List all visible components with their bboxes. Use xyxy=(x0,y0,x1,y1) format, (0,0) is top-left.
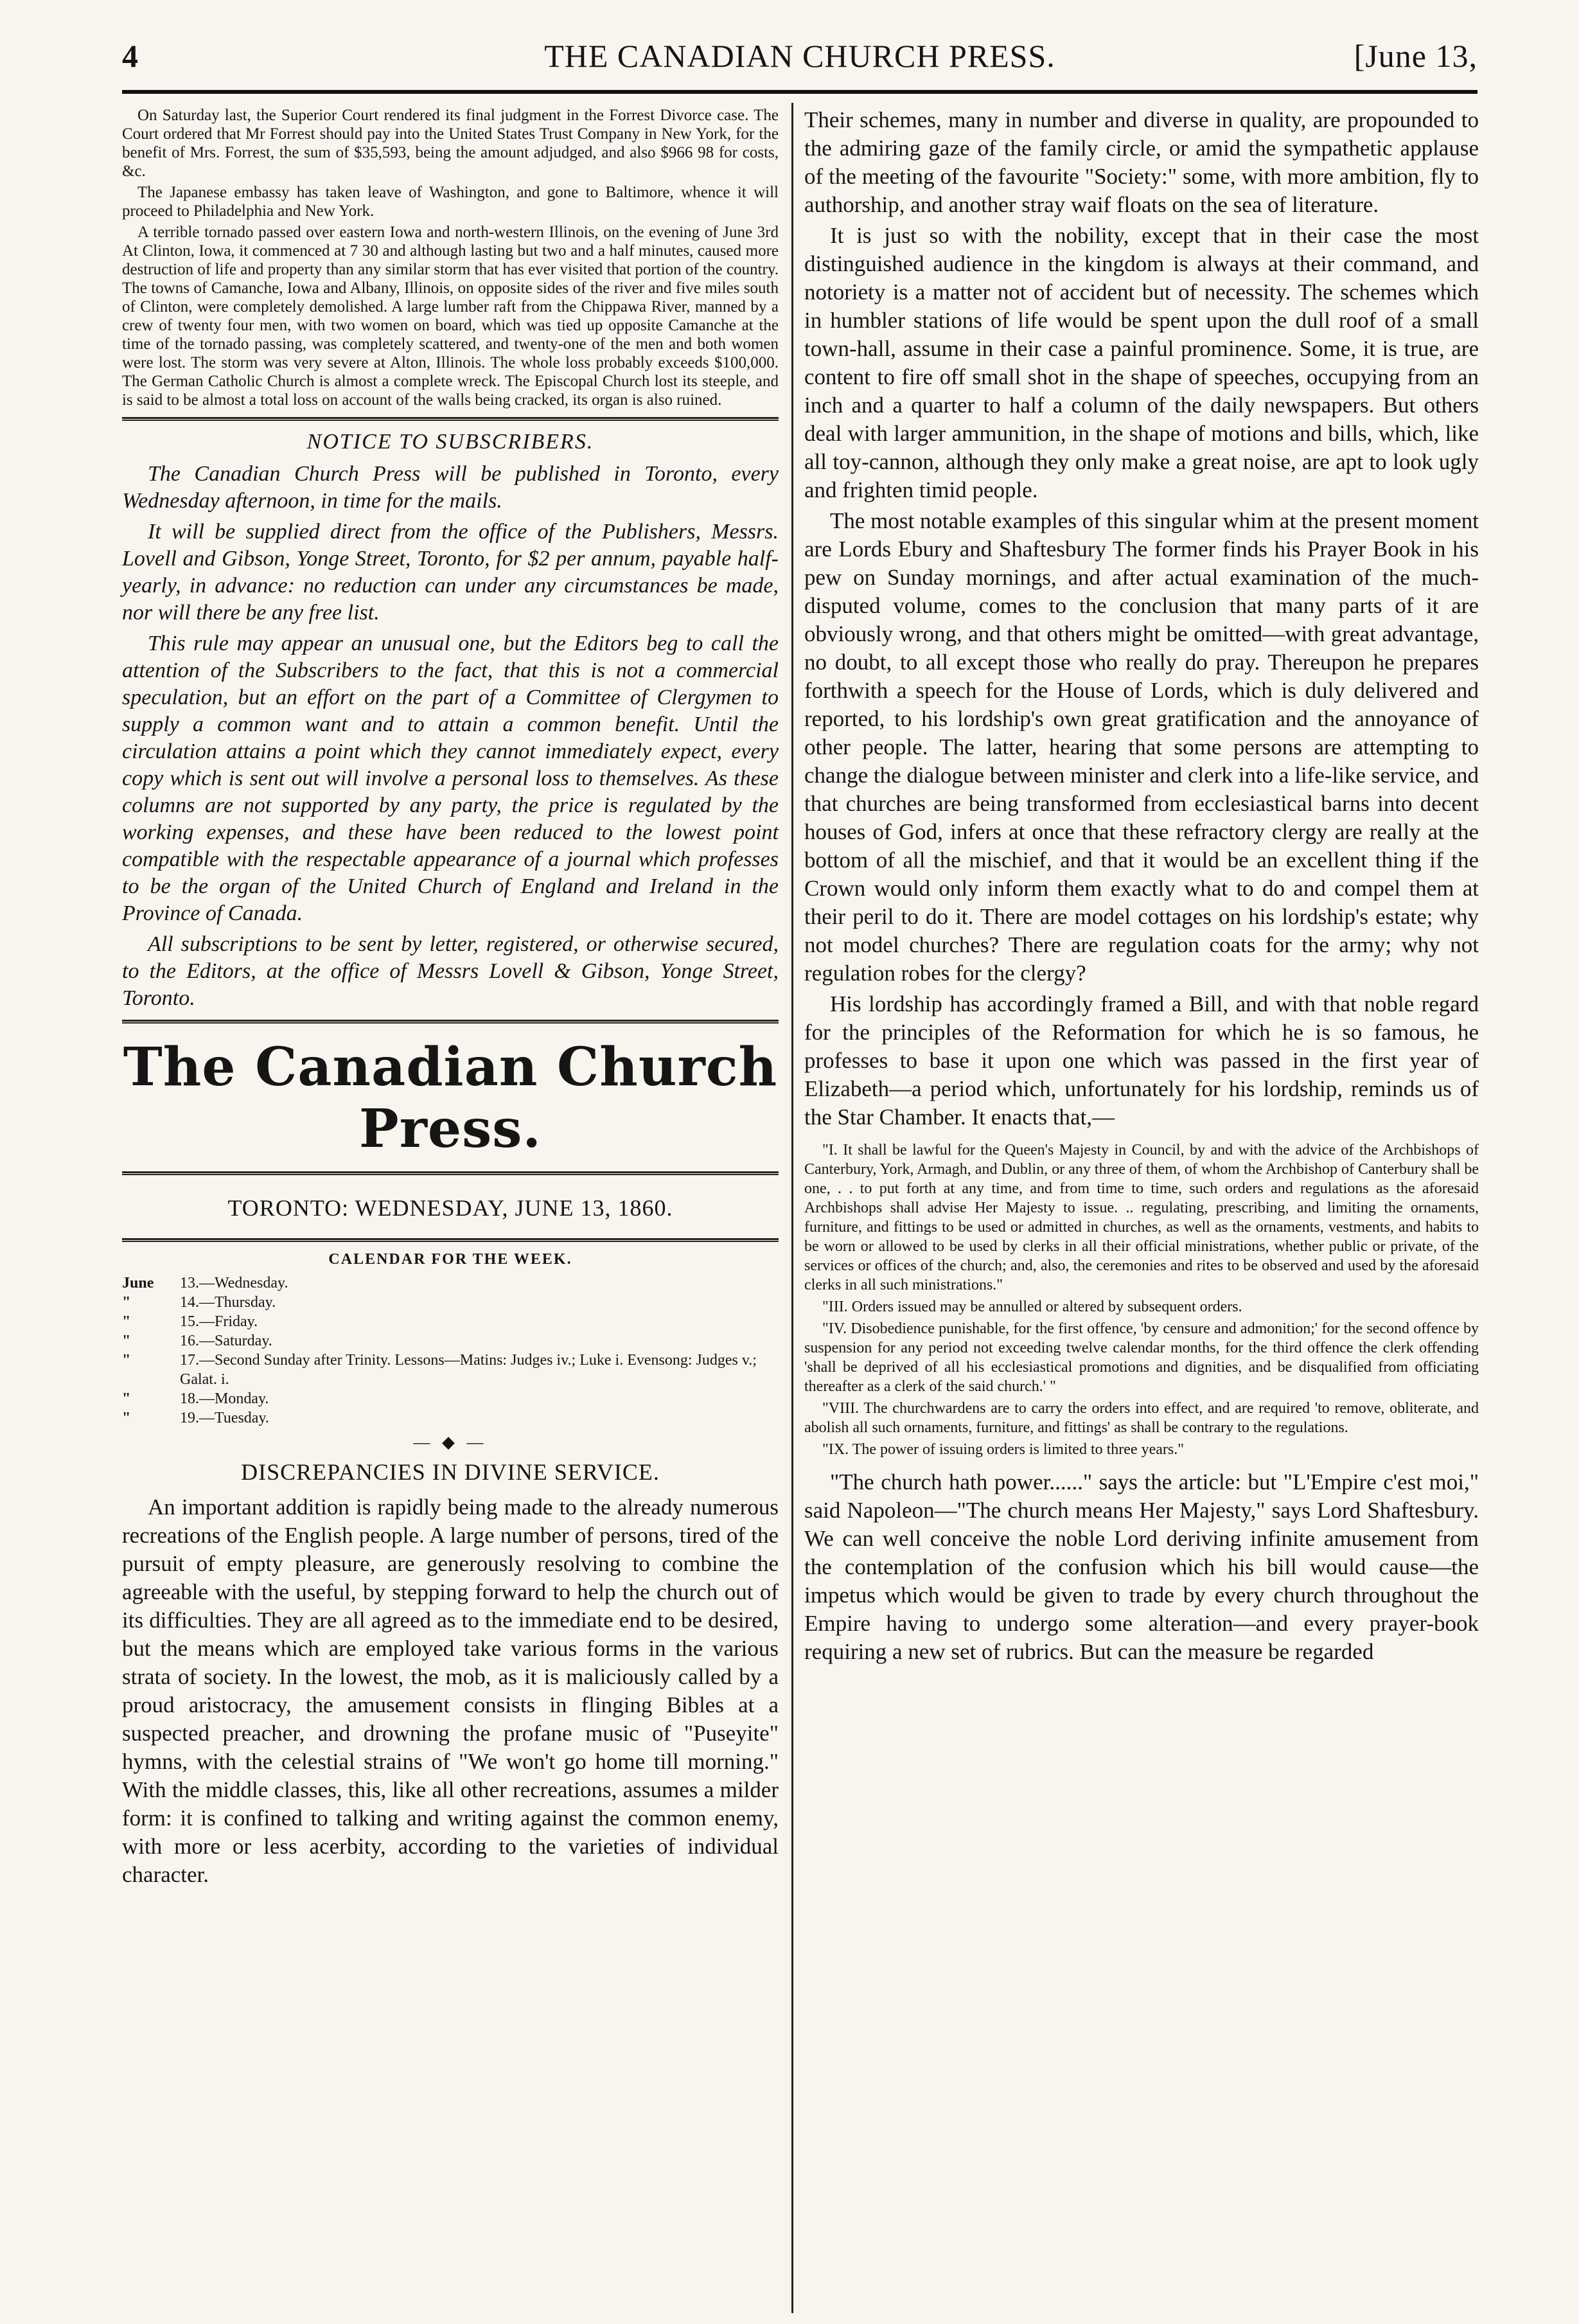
article-body xyxy=(122,1493,779,1889)
calendar-title: CALENDAR FOR THE WEEK. xyxy=(328,1251,572,1268)
dateline: TORONTO: WEDNESDAY, JUNE 13, 1860. xyxy=(227,1195,673,1221)
right-column xyxy=(804,106,1479,1669)
article-paragraph: The most notable examples of this singular whim at the present moment are Lords Ebury and Shaftesbury The former finds his Prayer Book in his pew on Sunday mornings, and after actual examination of the much-disputed volume, comes to the conclusion that many parts of it are obviously wrong, and that others might be omitted—with great advantage, no doubt, to all except those who really do pray. Thereupon he prepares forthwith a speech for the House of Lords, which is duly delivered and reported, to his lordship's own great gratification and the annoyance of other people. The latter, hearing that some persons are attempting to change the dialogue between minister and clerk into a life-like service, and that churches are being transformed from ecclesiastical barns into decent houses of God, infers at once that these refractory clergy are really at the bottom of all the mischief, and that it would be an excellent thing if the Crown would only inform them exactly what to do and compel them at their peril to do it. There are model cottages on his lordship's estate; why not model churches? There are regulation coats for the army; why not regulation robes for the clergy? xyxy=(804,508,1479,986)
calendar-row: " 17.—Second Sunday after Trinity. Lessons—Matins: Judges iv.; Luke i. Evensong: Judges v.; Galat. i. xyxy=(122,1352,757,1388)
header-rule xyxy=(122,90,1478,94)
section-rule xyxy=(122,1171,779,1175)
section-rule xyxy=(122,1020,779,1024)
subscriber-notice xyxy=(122,461,779,1012)
bill-quotation xyxy=(804,1140,1479,1459)
section-rule xyxy=(122,1238,779,1242)
notice-paragraph: It will be supplied direct from the office of the Publishers, Messrs. Lovell and Gibson, Yonge Street, Toronto, for $2 per annum, payable half-yearly, in advance: no reduction can under any circumstances be made, nor will there be any free list. xyxy=(122,520,779,625)
column-divider xyxy=(791,103,793,2313)
quote-paragraph: "III. Orders issued may be annulled or altered by subsequent orders. xyxy=(822,1299,1242,1315)
quote-paragraph: "I. It shall be lawful for the Queen's Majesty in Council, by and with the advice of the Archbishops of Canterbury, York, Armagh, and Dublin, or any three of them, of whom the Archbishop of Canterbury shall be one, . . to put forth at any time, and from time to time, such orders and regulations as the aforesaid Archbishops shall advise Her Majesty to issue. .. regulating, prescribing, and limiting the ornaments, furniture, and fittings to be used or admitted in churches, as well as the ornaments, vestments, and habits to be worn or allowed to be used by clerks in all their official ministrations, whether public or private, of the services or offices of the church; and, also, the ceremonies and rites to be observed and used by the aforesaid clerks in all such ministrations." xyxy=(804,1142,1479,1293)
news-item: A terrible tornado passed over eastern Iowa and north-western Illinois, on the evening of June 3rd At Clinton, Iowa, it commenced at 7 30 and although lasting but two and a half minutes, caused more destruction of life and property than any similar storm that has ever visited that portion of the country. The towns of Camanche, Iowa and Albany, Illinois, on opposite sides of the river and five miles south of Clinton, were completely demolished. A large lumber raft from the Chippawa River, manned by a crew of twenty four men, with two women on board, which was tied up opposite Camanche at the time of the tornado passing, was completely scattered, and twenty-one of the men and both women were lost. The storm was very severe at Alton, Illinois. The whole loss probably exceeds $100,000. The German Catholic Church is almost a complete wreck. The Episcopal Church lost its steeple, and is said to be almost a total loss on account of the walls being cracked, its organ is also ruined. xyxy=(122,224,779,409)
newspaper-title: THE CANADIAN CHURCH PRESS. xyxy=(544,38,1055,74)
article-paragraph: His lordship has accordingly framed a Bill, and with that noble regard for the principles of the Reformation for which he is so famous, he professes to base it upon one which was passed in the first year of Elizabeth—a period which, unfortunately for his lordship, reminds us of the Star Chamber. It enacts that,— xyxy=(804,991,1479,1130)
calendar-row: " 15.—Friday. xyxy=(122,1313,258,1330)
calendar-row: " 16.—Saturday. xyxy=(122,1333,272,1349)
quote-paragraph: "IV. Disobedience punishable, for the first offence, 'by censure and admonition;' for the second offence by suspension for any period not exceeding twelve calendar months, for the third offence the clerk offending 'shall be deprived of all his ecclesiastical promotions and dignities, and be disqualified from officiating thereafter as a clerk of the said church.' " xyxy=(804,1320,1479,1395)
page-number: 4 xyxy=(122,38,139,74)
left-column xyxy=(122,106,779,1892)
calendar-row: June 13.—Wednesday. xyxy=(122,1275,288,1291)
page-header xyxy=(122,33,1478,85)
issue-date: [June 13, xyxy=(1354,38,1478,74)
article-paragraph: Their schemes, many in number and diverse in quality, are propounded to the admiring gaze of the family circle, or amid the sympathetic applause of the meeting of the favourite "Society:" some, with more ambition, fly to authorship, and another stray waif floats on the sea of literature. xyxy=(804,107,1479,217)
article-paragraph: An important addition is rapidly being made to the already numerous recreations of the English people. A large number of persons, tired of the pursuit of empty pleasure, are generously resolving to combine the agreeable with the useful, by stepping forward to help the church out of its difficulties. They are all agreed as to the immediate end to be desired, but the means which are employed take various forms in the various strata of society. In the lowest, the mob, as it is maliciously called by a proud aristocracy, the amusement consists in flinging Bibles at a suspected preacher, and drowning the profane music of "Puseyite" hymns, with the celestial strains of "We won't go home till morning." With the middle classes, this, like all other recreations, assumes a milder form: it is confined to talking and writing against the common enemy, with more or less acerbity, according to the varieties of individual character. xyxy=(122,1495,779,1887)
calendar-row: " 19.—Tuesday. xyxy=(122,1410,269,1426)
article-conclusion xyxy=(804,1468,1479,1666)
masthead: The Canadian Church Press. xyxy=(123,1036,778,1160)
news-items xyxy=(122,106,779,409)
article-paragraph: "The church hath power......" says the article: but "L'Empire c'est moi," said Napoleon—"The church means Her Majesty," says Lord Shaftesbury. We can well conceive the noble Lord deriving infinite amusement from the contemplation of the confusion which his bill would cause—the impetus which would be given to trade by every church throughout the Empire having to undergo some alteration—and every prayer-book requiring a new set of rubrics. But can the measure be regarded xyxy=(804,1469,1479,1664)
article-paragraph: It is just so with the nobility, except that in their case the most distinguished audience in the kingdom is always at their command, and notoriety is a matter not of accident but of necessity. The schemes which in humbler stations of life would be spent upon the dull roof of a small town-hall, assume in their case a painful prominence. Some, it is true, are content to fire off small shot in the shape of speeches, occupying from an inch and a quarter to half a column of the daily newspapers. But others deal with larger ammunition, in the shape of motions and bills, which, like all toy-cannon, although they only make a great noise, are apt to look ugly and frighten timid people. xyxy=(804,223,1479,502)
calendar xyxy=(122,1273,779,1428)
article-continuation xyxy=(804,106,1479,1131)
notice-paragraph: The Canadian Church Press will be published in Toronto, every Wednesday afternoon, in time for the mails. xyxy=(122,462,779,513)
section-rule xyxy=(122,417,779,421)
calendar-row: " 14.—Thursday. xyxy=(122,1294,276,1311)
news-item: The Japanese embassy has taken leave of Washington, and gone to Baltimore, whence it will proceed to Philadelphia and New York. xyxy=(122,184,779,220)
calendar-row: " 18.—Monday. xyxy=(122,1390,269,1407)
notice-paragraph: All subscriptions to be sent by letter, registered, or otherwise secured, to the Editors, at the office of Messrs Lovell & Gibson, Yonge Street, Toronto. xyxy=(122,932,779,1010)
notice-title: NOTICE TO SUBSCRIBERS. xyxy=(306,430,594,454)
news-item: On Saturday last, the Superior Court rendered its final judgment in the Forrest Divorce case. The Court ordered that Mr Forrest should pay into the United States Trust Company in New York, for the benefit of Mrs. Forrest, the sum of $35,593, being the amount adjudged, and also $966 98 for costs, &c. xyxy=(122,107,779,180)
article-title: DISCREPANCIES IN DIVINE SERVICE. xyxy=(241,1459,660,1485)
quote-paragraph: "IX. The power of issuing orders is limited to three years." xyxy=(822,1441,1185,1458)
ornament-divider: — ◆ — xyxy=(413,1433,488,1451)
notice-paragraph: This rule may appear an unusual one, but the Editors beg to call the attention of the Subscribers to the fact, that this is not a commercial speculation, but an effort on the part of a Committee of Clergymen to supply a common want and to attain a common benefit. Until the circulation attains a point which they cannot immediately expect, every copy which is sent out will involve a personal loss to themselves. As these columns are not supported by any party, the price is regulated by the working expenses, and these have been reduced to the lowest point compatible with the respectable appearance of a journal which professes to be the organ of the United Church of England and Ireland in the Province of Canada. xyxy=(122,632,779,925)
quote-paragraph: "VIII. The churchwardens are to carry the orders into effect, and are required 'to remove, obliterate, and abolish all such ornaments, furniture, and fittings' as shall be contrary to the regulations. xyxy=(804,1400,1479,1436)
